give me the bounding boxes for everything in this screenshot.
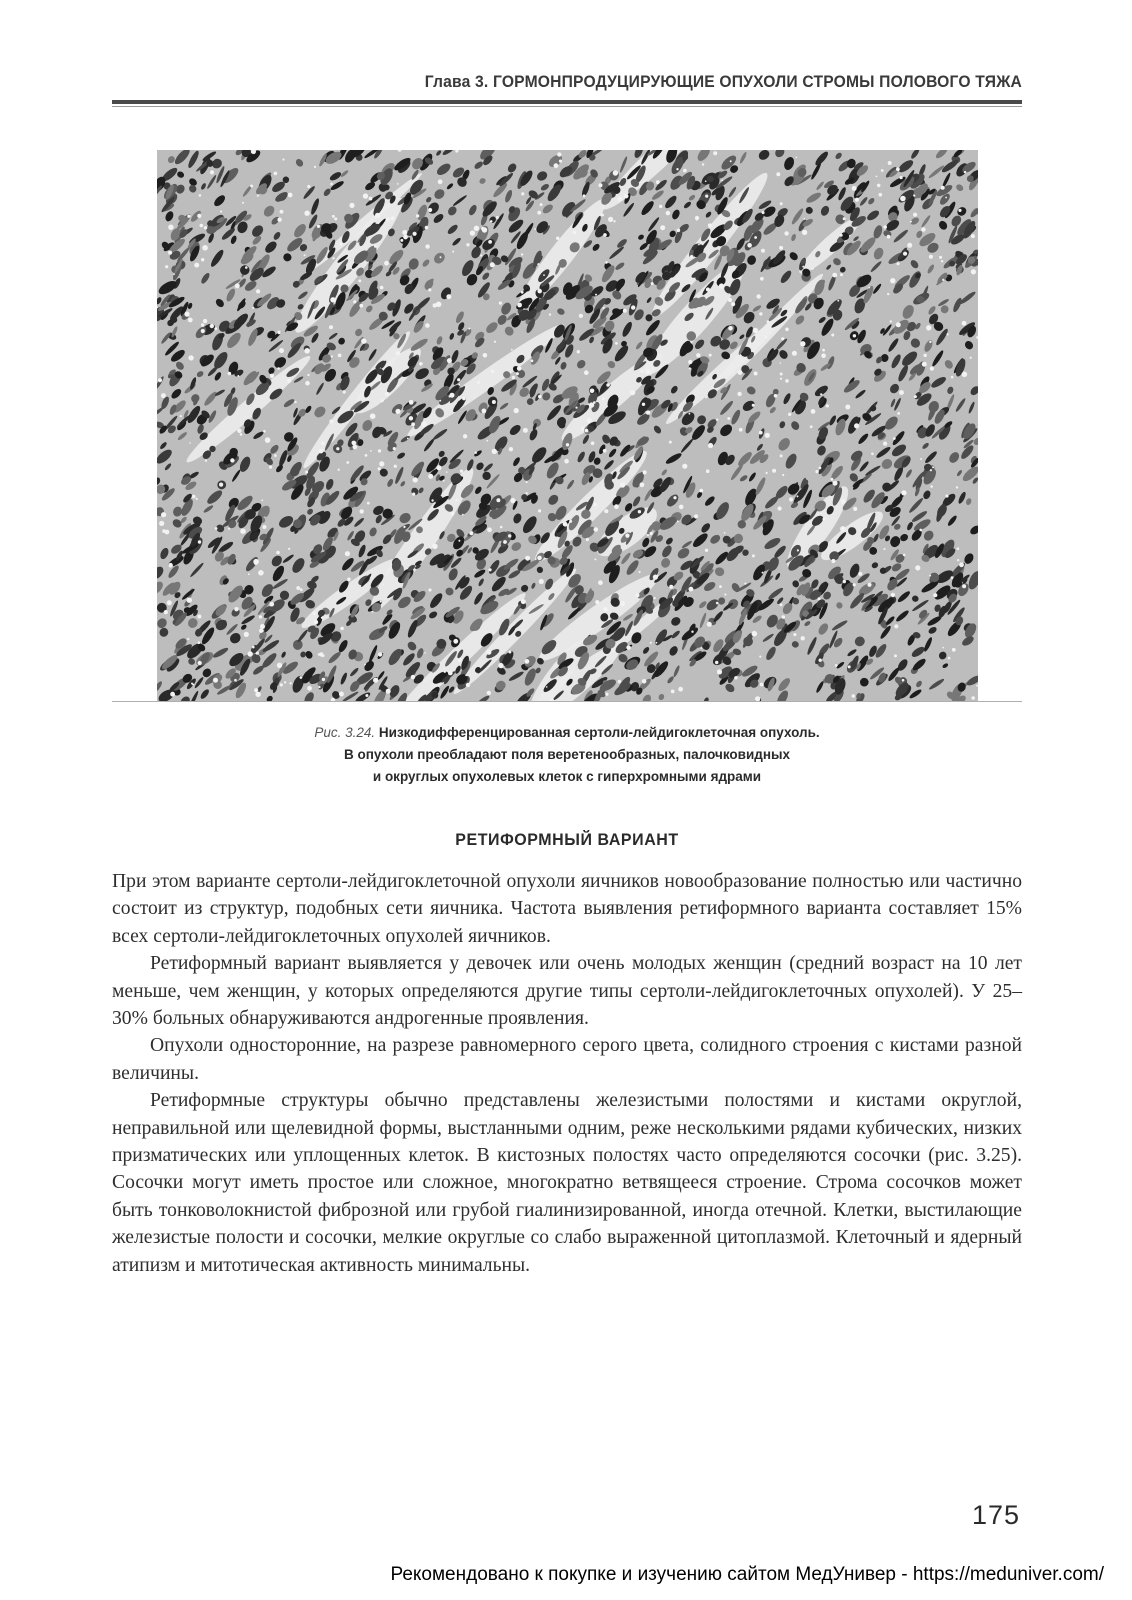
header-rule-thin	[112, 106, 1022, 107]
figure-caption	[112, 722, 1022, 788]
paragraph-3: Опухоли односторонние, на разрезе равномерного серого цвета, солидного строения с кистами разной величины.	[112, 1035, 1022, 1084]
watermark-link[interactable]: Рекомендовано к покупке и изучению сайтом МедУнивер - https://meduniver.com/	[390, 1564, 1104, 1585]
paragraph-2: Ретиформный вариант выявляется у девочек или очень молодых женщин (средний возраст на 10 лет меньше, чем женщин, у которых определяются другие типы сертоли-лейдигоклеточных опухолей). У 25–30% больных обнаруживаются андрогенные проявления.	[112, 953, 1022, 1030]
micrograph-image	[157, 150, 978, 701]
running-header: Глава 3. ГОРМОНПРОДУЦИРУЮЩИЕ ОПУХОЛИ СТРОМЫ ПОЛОВОГО ТЯЖА	[424, 72, 1023, 91]
header-rule	[112, 100, 1022, 104]
caption-line-2: В опухоли преобладают поля веретенообразных, палочковидных	[343, 747, 791, 762]
caption-line-3: и округлых опухолевых клеток с гиперхромными ядрами	[372, 769, 762, 784]
figure-label: Рис. 3.24.	[314, 725, 376, 740]
micrograph-figure	[157, 150, 978, 701]
paragraph-4: Ретиформные структуры обычно представлены железистыми полостями и кистами округлой, неправильной или щелевидной формы, выстланными одним, реже несколькими рядами кубических, низких призматических или уплощенных клеток. В кистозных полостях часто определяются сосочки (рис. 3.25). Сосочки могут иметь простое или сложное, многократно ветвящееся строение. Строма сосочков может быть тонковолокнистой фиброзной или грубой гиалинизированной, иногда отечной. Клетки, выстилающие железистые полости и сосочки, мелкие округлые со слабо выраженной цитоплазмой. Клеточный и ядерный атипизм и митотическая активность минимальны.	[112, 1090, 1022, 1276]
body-text	[112, 868, 1022, 1279]
figure-rule	[112, 701, 1022, 702]
section-title: РЕТИФОРМНЫЙ ВАРИАНТ	[455, 830, 679, 849]
paragraph-1: При этом варианте сертоли-лейдигоклеточной опухоли яичников новообразование полностью или частично состоит из структур, подобных сети яичника. Частота выявления ретиформного варианта составляет 15% всех сертоли-лейдигоклеточных опухолей яичников.	[112, 871, 1022, 947]
caption-line-1: Низкодифференцированная сертоли-лейдигоклеточная опухоль.	[378, 725, 820, 740]
page-number: 175	[971, 1500, 1020, 1530]
